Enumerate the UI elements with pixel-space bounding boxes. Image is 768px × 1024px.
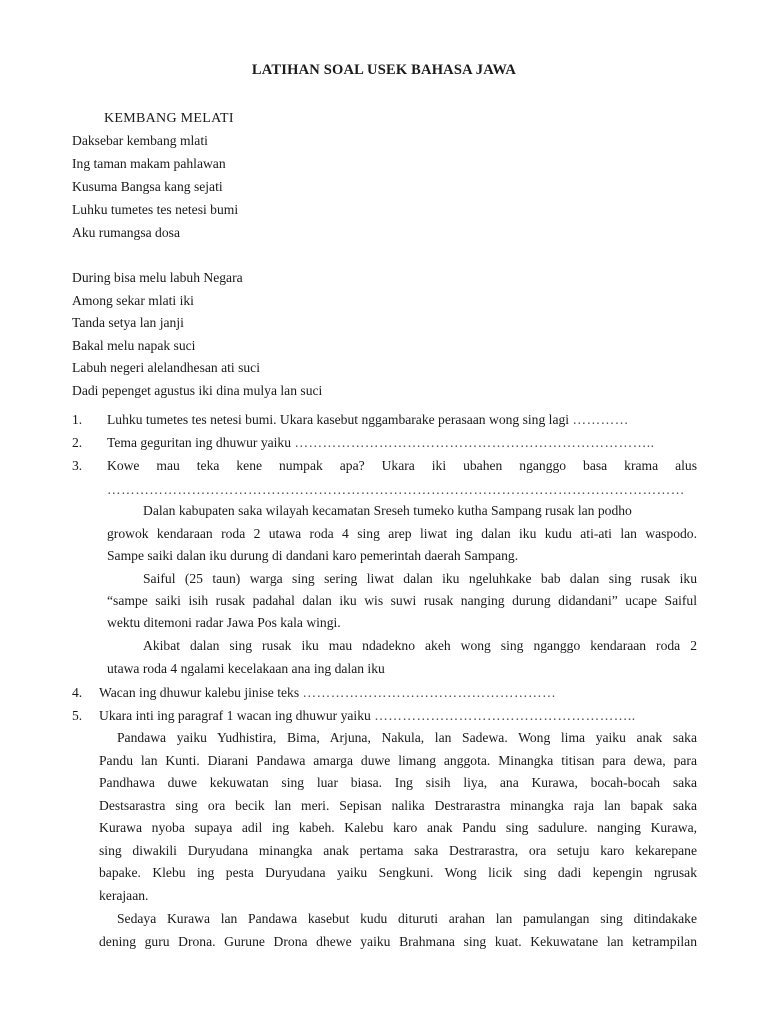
story-paragraph-1-line: Pandawa yaiku Yudhistira, Bima, Arjuna, Nakula, lan Sadewa. Wong lima yaiku anak saka xyxy=(117,730,697,745)
answer-blank: ………………………………………………………………….. xyxy=(294,435,655,450)
story-paragraph-1-line: Destsarastra sing ora becik lan meri. Sepisan nalika Destrarastra minangka raja lan bapak saka xyxy=(99,798,697,813)
question-number: 2. xyxy=(72,435,83,450)
news-paragraph-1-line: Sampe saiki dalan iku durung di dandani karo pemerintah daerah Sampang. xyxy=(107,548,519,563)
news-paragraph-1-line: Dalan kabupaten saka wilayah kecamatan Sreseh tumeko kutha Sampang rusak lan podho xyxy=(143,503,632,518)
news-paragraph-3-line: utawa roda 4 ngalami kecelakaan ana ing dalan iku xyxy=(107,661,385,676)
answer-blank: ………… xyxy=(572,412,629,427)
document-title: LATIHAN SOAL USEK BAHASA JAWA xyxy=(251,62,517,78)
poem-line: Ing taman makam pahlawan xyxy=(72,156,226,171)
question-number: 3. xyxy=(72,458,83,473)
poem-line: Among sekar mlati iki xyxy=(72,293,194,308)
poem-line: During bisa melu labuh Negara xyxy=(72,270,243,285)
question-5-text: Ukara inti ing paragraf 1 wacan ing dhuwur yaiku xyxy=(99,708,371,723)
news-paragraph-2-line: Saiful (25 taun) warga sing sering liwat dalan iku ngeluhkake bab dalan sing rusak iku xyxy=(143,571,697,586)
story-paragraph-1-line: Pandu lan Kunti. Diarani Pandawa amarga duwe limang anggota. Minangka titisan para dewa, para xyxy=(99,753,697,768)
poem-title: KEMBANG MELATI xyxy=(104,111,234,126)
poem-line: Luhku tumetes tes netesi bumi xyxy=(72,202,239,217)
poem-line: Daksebar kembang mlati xyxy=(72,133,208,148)
story-paragraph-1-line: sing diwakili Duryudana minangka anak pertama saka Destrarastra, ora setuju karo kekarepane xyxy=(99,843,697,858)
question-2-text: Tema geguritan ing dhuwur yaiku xyxy=(107,435,292,450)
poem-line: Bakal melu napak suci xyxy=(72,338,196,353)
question-text xyxy=(99,708,636,724)
story-paragraph-1-line: Kurawa nyoba supaya adil ing kabeh. Kalebu karo anak Pandu sing sadulure. nanging Kurawa, xyxy=(99,820,697,835)
question-number: 1. xyxy=(72,412,83,427)
question-number: 4. xyxy=(72,685,83,700)
question-number: 5. xyxy=(72,708,83,723)
story-paragraph-2-line: dening guru Drona. Gurune Drona dhewe yaiku Brahmana sing kuat. Kekuwatane lan ketrampilan xyxy=(99,934,697,949)
story-paragraph-2-line: Sedaya Kurawa lan Pandawa kasebut kudu dituruti arahan lan pamulangan sing ditindakake xyxy=(117,911,697,926)
poem-line: Labuh negeri alelandhesan ati suci xyxy=(72,360,260,375)
poem-line: Aku rumangsa dosa xyxy=(72,225,180,240)
question-4-text: Wacan ing dhuwur kalebu jinise teks xyxy=(99,685,300,700)
poem-line: Dadi pepenget agustus iki dina mulya lan suci xyxy=(72,383,323,398)
answer-blank: …………………………………………………………………………………………………………… xyxy=(107,482,685,497)
question-text xyxy=(107,435,655,451)
story-paragraph-1-line: Pandhawa duwe kekuwatan sing luar biasa. Ing sisih liya, ana Kurawa, bocah-bocah saka xyxy=(99,775,697,790)
question-1-text: Luhku tumetes tes netesi bumi. Ukara kasebut nggambarake perasaan wong sing lagi xyxy=(107,412,570,427)
question-text xyxy=(107,412,629,428)
news-paragraph-2-line: wektu ditemoni radar Jawa Pos kala wingi. xyxy=(107,615,341,630)
answer-blank: ……………………………………………… xyxy=(302,685,557,700)
story-paragraph-1-line: kerajaan. xyxy=(99,888,149,903)
news-paragraph-1-line: growok kendaraan roda 2 utawa roda 4 sing arep liwat ing dalan iku kudu ati-ati lan waspodo. xyxy=(107,526,697,541)
poem-line: Tanda setya lan janji xyxy=(72,315,184,330)
news-paragraph-3-line: Akibat dalan sing rusak iku mau ndadekno akeh wong sing nganggo kendaraan roda 2 xyxy=(143,638,697,653)
question-3-text: Kowe mau teka kene numpak apa? Ukara iki ubahen nganggo basa krama alus xyxy=(107,458,697,473)
poem-line: Kusuma Bangsa kang sejati xyxy=(72,179,223,194)
answer-blank: ……………………………………………….. xyxy=(374,708,636,723)
news-paragraph-2-line: “sampe saiki isih rusak padahal dalan iku wis suwi rusak nanging durung didandani” ucape Saiful xyxy=(107,593,697,608)
story-paragraph-1-line: bapake. Klebu ing pesta Duryudana yaiku Sengkuni. Wong licik sing dadi kepengin ngrusak xyxy=(99,865,697,880)
question-text xyxy=(99,685,556,701)
